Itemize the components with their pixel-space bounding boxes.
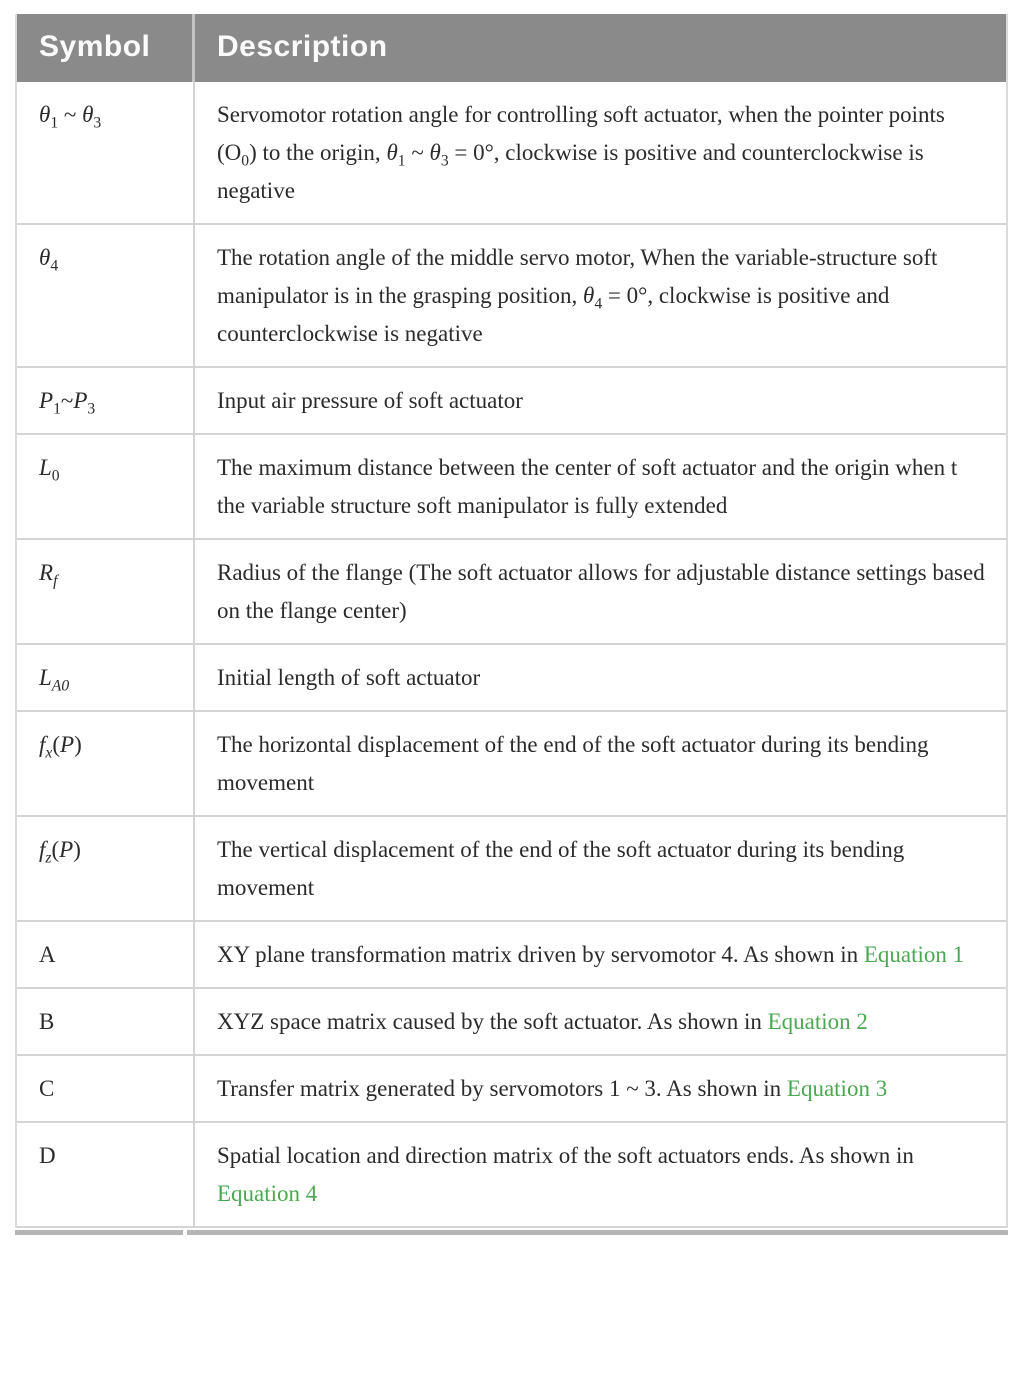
plain-text: Servomotor rotation angle for controlling soft actuator, when the pointer points (O [217, 102, 945, 165]
table-row [17, 712, 1006, 817]
description-cell [195, 1123, 1006, 1228]
subscript-text: 3 [93, 114, 102, 132]
header-symbol: Symbol [17, 14, 195, 82]
math-symbol-text: f [39, 732, 46, 757]
subscript-text: 1 [53, 400, 61, 418]
plain-text: Radius of the flange (The soft actuator allows for adjustable distance settings based on the flange center) [217, 560, 985, 623]
description-cell [195, 922, 1006, 989]
table-row [17, 368, 1006, 435]
table-row [17, 645, 1006, 712]
table-body [17, 82, 1006, 1228]
math-symbol-text: θ [82, 102, 94, 127]
subscript-text: 0 [241, 152, 250, 170]
table-row [17, 922, 1006, 989]
table-row [17, 989, 1006, 1056]
description-cell [195, 540, 1006, 645]
table-header [17, 14, 1006, 82]
description-cell [195, 368, 1006, 435]
plain-text: Spatial location and direction matrix of the soft actuators ends. As shown in [217, 1143, 914, 1168]
plain-text: D [39, 1143, 56, 1168]
description-cell [195, 645, 1006, 712]
math-symbol-text: θ [39, 102, 51, 127]
plain-text: XY plane transformation matrix driven by servomotor 4. As shown in [217, 942, 864, 967]
subscript-text: 3 [87, 400, 96, 418]
symbol-cell [17, 712, 195, 817]
symbol-cell [17, 989, 195, 1056]
symbol-cell [17, 540, 195, 645]
plain-text: ) [74, 732, 82, 757]
description-cell [195, 1056, 1006, 1123]
plain-text: ) [73, 837, 81, 862]
description-cell [195, 225, 1006, 368]
symbol-cell [17, 225, 195, 368]
equation-link[interactable]: Equation 3 [786, 1076, 888, 1101]
math-symbol-text: P [59, 837, 74, 862]
equation-link[interactable]: Equation 1 [863, 942, 965, 967]
subscript-text: 3 [440, 152, 449, 170]
description-cell [195, 82, 1006, 225]
symbol-cell [17, 368, 195, 435]
description-cell [195, 989, 1006, 1056]
symbol-description-table [15, 14, 1008, 1228]
plain-text: The vertical displacement of the end of the soft actuator during its bending movement [217, 837, 905, 900]
plain-text: XYZ space matrix caused by the soft actuator. As shown in [217, 1009, 768, 1034]
math-symbol-text: θ [386, 140, 398, 165]
symbol-cell [17, 1056, 195, 1123]
table-row [17, 817, 1006, 922]
symbol-cell [17, 82, 195, 225]
subscript-text: x [45, 744, 53, 762]
table-row [17, 82, 1006, 225]
description-cell [195, 435, 1006, 540]
table-row [17, 435, 1006, 540]
equation-link[interactable]: Equation 2 [767, 1009, 868, 1034]
equation-link[interactable]: Equation 4 [217, 1181, 318, 1206]
table-row [17, 225, 1006, 368]
subscript-text: f [53, 572, 58, 590]
symbol-cell [17, 435, 195, 540]
plain-text: ~ [60, 388, 74, 413]
plain-text: The rotation angle of the middle servo motor, When the variable-structure soft manipulator is in the grasping position, [217, 245, 938, 308]
math-symbol-text: P [39, 388, 54, 413]
plain-text: Transfer matrix generated by servomotors 1 ~ 3. As shown in [217, 1076, 787, 1101]
math-symbol-text: θ [39, 245, 51, 270]
subscript-text: 0 [51, 467, 60, 485]
plain-text: ( [52, 732, 60, 757]
subscript-text: A0 [51, 677, 70, 695]
math-symbol-text: P [60, 732, 75, 757]
plain-text: The horizontal displacement of the end of the soft actuator during its bending movement [217, 732, 929, 795]
plain-text: Initial length of soft actuator [217, 665, 481, 690]
header-description: Description [195, 14, 1006, 82]
subscript-text: 4 [594, 295, 603, 313]
plain-text: = 0°, clockwise is positive and counterclockwise is negative [217, 283, 890, 346]
table-row [17, 540, 1006, 645]
plain-text: A [39, 942, 56, 967]
table-bottom-rule [15, 1230, 1008, 1235]
plain-text: Input air pressure of soft actuator [217, 388, 523, 413]
math-symbol-text: L [39, 665, 52, 690]
table-row [17, 1056, 1006, 1123]
plain-text: = 0°, clockwise is positive and counterclockwise is negative [217, 140, 924, 203]
plain-text: C [39, 1076, 55, 1101]
table-row [17, 1123, 1006, 1228]
symbol-cell [17, 922, 195, 989]
bottom-rule-description-segment [187, 1230, 1008, 1235]
subscript-text: z [45, 849, 52, 867]
math-symbol-text: P [73, 388, 88, 413]
header-row [17, 14, 1006, 82]
subscript-text: 1 [397, 152, 406, 170]
plain-text: ~ [405, 140, 430, 165]
symbol-cell [17, 645, 195, 712]
plain-text: ( [51, 837, 60, 862]
math-symbol-text: θ [429, 140, 441, 165]
symbol-cell [17, 817, 195, 922]
math-symbol-text: L [39, 455, 52, 480]
plain-text: ~ [58, 102, 83, 127]
plain-text: The maximum distance between the center of soft actuator and the origin when t the variable structure soft manipulator is fully extended [217, 455, 958, 518]
math-symbol-text: θ [583, 283, 595, 308]
description-cell [195, 712, 1006, 817]
symbol-cell [17, 1123, 195, 1228]
plain-text: ) to the origin, [249, 140, 387, 165]
subscript-text: 4 [50, 257, 59, 275]
description-cell [195, 817, 1006, 922]
math-symbol-text: f [39, 837, 46, 862]
plain-text: B [39, 1009, 55, 1034]
bottom-rule-symbol-segment [15, 1230, 183, 1235]
subscript-text: 1 [50, 114, 59, 132]
math-symbol-text: R [39, 560, 54, 585]
